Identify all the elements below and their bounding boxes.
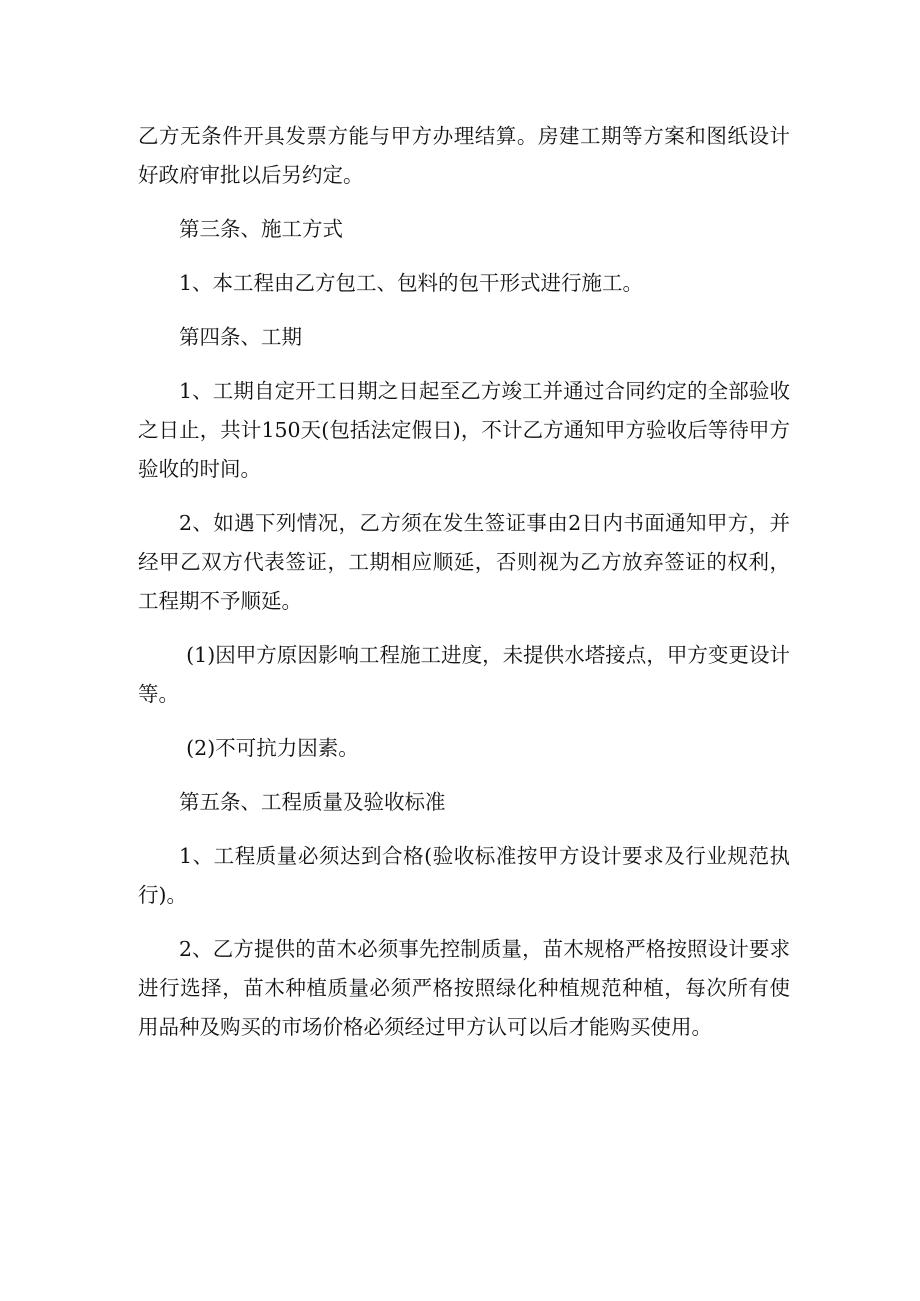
article-4-heading: 第四条、工期	[179, 325, 302, 349]
article-4-subclause-1: (1)因甲方原因影响工程施工进度，未提供水塔接点，甲方变更设计等。	[138, 643, 790, 706]
document-body	[138, 117, 790, 1062]
article-4-subclause-2: (2)不可抗力因素。	[186, 736, 359, 760]
article-4-clause-1: 1、工期自定开工日期之日起至乙方竣工并通过合同约定的全部验收之日止，共计150天(包括法定假日)，不计乙方通知甲方验收后等待甲方验收的时间。	[138, 379, 790, 481]
article-5-heading: 第五条、工程质量及验收标准	[179, 790, 446, 814]
paragraph-continuation: 乙方无条件开具发票方能与甲方办理结算。房建工期等方案和图纸设计好政府审批以后另约定。	[138, 124, 790, 187]
article-5-clause-1: 1、工程质量必须达到合格(验收标准按甲方设计要求及行业规范执行)。	[138, 844, 790, 907]
article-3-clause-1: 1、本工程由乙方包工、包料的包干形式进行施工。	[179, 271, 644, 295]
article-4-clause-2: 2、如遇下列情况，乙方须在发生签证事由2日内书面通知甲方，并经甲乙双方代表签证，工期相应顺延，否则视为乙方放弃签证的权利，工程期不予顺延。	[138, 511, 790, 613]
article-5-clause-2: 2、乙方提供的苗木必须事先控制质量，苗木规格严格按照设计要求进行选择，苗木种植质量必须严格按照绿化种植规范种植，每次所有使用品种及购买的市场价格必须经过甲方认可以后才能购买使用。	[138, 937, 790, 1039]
article-3-heading: 第三条、施工方式	[179, 217, 343, 241]
